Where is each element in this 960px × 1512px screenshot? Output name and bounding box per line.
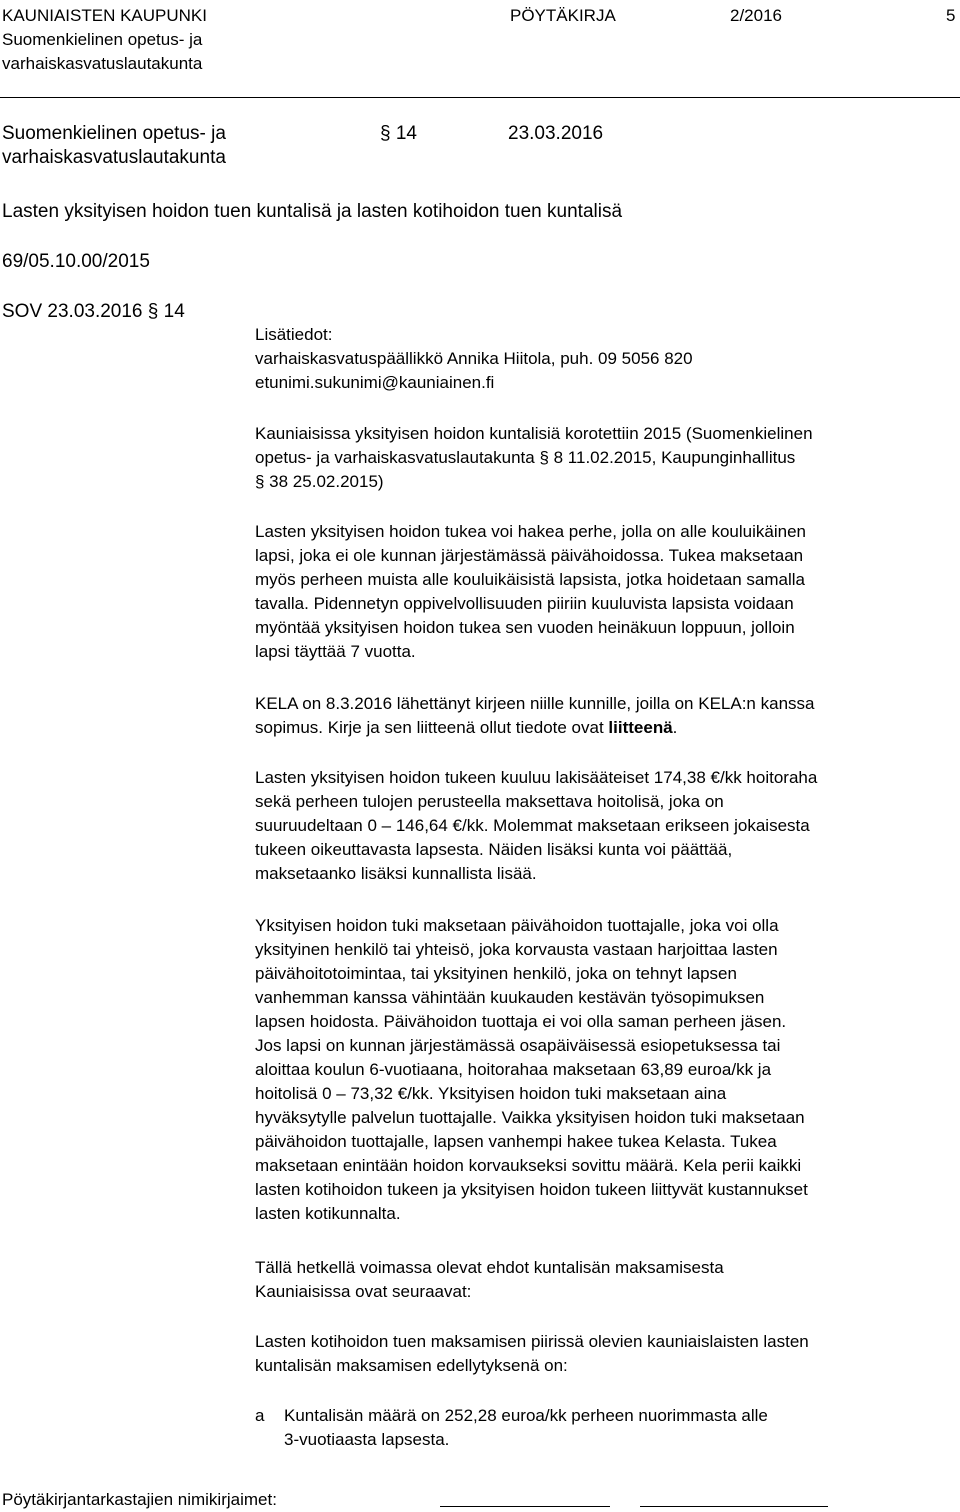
item-prep-ref: SOV 23.03.2016 § 14 bbox=[2, 301, 185, 322]
header-divider bbox=[0, 97, 960, 98]
paragraph-7 bbox=[255, 1330, 960, 1378]
paragraph-3 bbox=[255, 692, 960, 740]
paragraph-line: vanhemman kanssa vähintään kuukauden kestävän työsopimuksen bbox=[255, 988, 765, 1007]
contact-email: etunimi.sukunimi@kauniainen.fi bbox=[255, 373, 495, 392]
meeting-date: 23.03.2016 bbox=[508, 123, 604, 144]
header-page-number: 5 bbox=[946, 6, 956, 25]
list-item-line1: Kuntalisän määrä on 252,28 euroa/kk perheen nuorimmasta alle bbox=[284, 1406, 768, 1425]
item-dnumber: 69/05.10.00/2015 bbox=[2, 251, 150, 272]
paragraph-line: lapsi, joka ei ole kunnan järjestämässä päivähoidossa. Tukea maksetaan bbox=[255, 546, 804, 565]
footer-label: Pöytäkirjantarkastajien nimikirjaimet: bbox=[2, 1490, 277, 1509]
paragraph-line: hyväksytylle palvelun tuottajalle. Vaikka yksityisen hoidon tuki maksetaan bbox=[255, 1108, 805, 1127]
text-span: . bbox=[672, 718, 678, 737]
header-doc-type: PÖYTÄKIRJA bbox=[510, 6, 616, 25]
paragraph-line: Kauniaisissa ovat seuraavat: bbox=[255, 1282, 472, 1301]
paragraph-line: Jos lapsi on kunnan järjestämässä osapäiväisessä esiopetuksessa tai bbox=[255, 1036, 781, 1055]
meeting-board-line2: varhaiskasvatuslautakunta bbox=[2, 147, 226, 168]
header-board-line1: Suomenkielinen opetus- ja bbox=[2, 30, 203, 49]
paragraph-line: opetus- ja varhaiskasvatuslautakunta § 8 11.02.2015, Kaupunginhallitus bbox=[255, 448, 796, 467]
paragraph-line: suuruudeltaan 0 – 146,64 €/kk. Molemmat maksetaan erikseen jokaisesta bbox=[255, 816, 810, 835]
paragraph-line: Kauniaisissa yksityisen hoidon kuntalisiä korotettiin 2015 (Suomenkielinen bbox=[255, 424, 813, 443]
paragraph-line: Tällä hetkellä voimassa olevat ehdot kuntalisän maksamisesta bbox=[255, 1258, 724, 1277]
paragraph-line: tavalla. Pidennetyn oppivelvollisuuden piiriin kuuluvista lapsista voidaan bbox=[255, 594, 794, 613]
paragraph-4 bbox=[255, 766, 960, 886]
paragraph-line: Yksityisen hoidon tuki maksetaan päivähoidon tuottajalle, joka voi olla bbox=[255, 916, 779, 935]
paragraph-line: KELA on 8.3.2016 lähettänyt kirjeen niille kunnille, joilla on KELA:n kanssa bbox=[255, 694, 815, 713]
header-city: KAUNIAISTEN KAUPUNKI bbox=[2, 6, 207, 25]
paragraph-line: myös perheen muista alle kouluikäisistä lapsista, jotka hoidetaan samalla bbox=[255, 570, 805, 589]
paragraph-line: sekä perheen tulojen perusteella maksettava hoitolisä, joka on bbox=[255, 792, 724, 811]
paragraph-line: tukeen oikeuttavasta lapsesta. Näiden lisäksi kunta voi päättää, bbox=[255, 840, 733, 859]
paragraph-line: Lasten yksityisen hoidon tukea voi hakea perhe, jolla on alle kouluikäinen bbox=[255, 522, 806, 541]
paragraph-line: Lasten yksityisen hoidon tukeen kuuluu lakisääteiset 174,38 €/kk hoitoraha bbox=[255, 768, 818, 787]
paragraph-line: aloittaa koulun 6-vuotiaana, hoitorahaa maksetaan 63,89 euroa/kk ja bbox=[255, 1060, 772, 1079]
text-span: sopimus. Kirje ja sen liitteenä ollut tiedote ovat bbox=[255, 718, 609, 737]
paragraph-line: maksetaan enintään hoidon korvaukseksi sovittu määrä. Kela perii kaikki bbox=[255, 1156, 802, 1175]
paragraph-line: hoitolisä 0 – 73,32 €/kk. Yksityisen hoidon tuki maksetaan aina bbox=[255, 1084, 727, 1103]
paragraph-line bbox=[255, 716, 960, 740]
paragraph-line: lasten kotikunnalta. bbox=[255, 1204, 401, 1223]
paragraph-line: yksityinen henkilö tai yhteisö, joka korvausta vastaan harjoittaa lasten bbox=[255, 940, 778, 959]
paragraph-line: päivähoidon tuottajalle, lapsen vanhempi hakee tukea Kelasta. Tukea bbox=[255, 1132, 777, 1151]
attachment-reference: liitteenä bbox=[608, 718, 673, 737]
meeting-section: § 14 bbox=[380, 123, 417, 144]
paragraph-5 bbox=[255, 914, 960, 1226]
contact-person: varhaiskasvatuspäällikkö Annika Hiitola, puh. 09 5056 820 bbox=[255, 349, 693, 368]
paragraph-line: lapsen hoidosta. Päivähoidon tuottaja ei voi olla saman perheen jäsen. bbox=[255, 1012, 787, 1031]
signature-line-1 bbox=[440, 1506, 610, 1507]
paragraph-2 bbox=[255, 520, 960, 664]
paragraph-6 bbox=[255, 1256, 960, 1304]
header-board-line2: varhaiskasvatuslautakunta bbox=[2, 54, 203, 73]
paragraph-1 bbox=[255, 422, 960, 494]
signature-line-2 bbox=[640, 1506, 828, 1507]
list-item-line2: 3-vuotiaasta lapsesta. bbox=[284, 1430, 450, 1449]
paragraph-line: myöntää yksityisen hoidon tukea sen vuoden heinäkuun loppuun, jolloin bbox=[255, 618, 795, 637]
paragraph-line: lasten kotihoidon tukeen ja yksityisen hoidon tukeen liittyvät kustannukset bbox=[255, 1180, 808, 1199]
paragraph-line: kuntalisän maksamisen edellytyksenä on: bbox=[255, 1356, 568, 1375]
paragraph-line: Lasten kotihoidon tuen maksamisen piirissä olevien kauniaislaisten lasten bbox=[255, 1332, 809, 1351]
meeting-board-line1: Suomenkielinen opetus- ja bbox=[2, 123, 226, 144]
list-marker: a bbox=[255, 1406, 265, 1425]
paragraph-line: lapsi täyttää 7 vuotta. bbox=[255, 642, 416, 661]
contact-block bbox=[255, 323, 960, 395]
paragraph-line: maksetaanko lisäksi kunnallista lisää. bbox=[255, 864, 537, 883]
header-doc-number: 2/2016 bbox=[730, 6, 782, 25]
contact-label: Lisätiedot: bbox=[255, 325, 333, 344]
paragraph-line: päivähoitotoimintaa, tai yksityinen henkilö, joka on tehnyt lapsen bbox=[255, 964, 737, 983]
paragraph-line: § 38 25.02.2015) bbox=[255, 472, 384, 491]
item-title: Lasten yksityisen hoidon tuen kuntalisä ja lasten kotihoidon tuen kuntalisä bbox=[2, 201, 623, 222]
